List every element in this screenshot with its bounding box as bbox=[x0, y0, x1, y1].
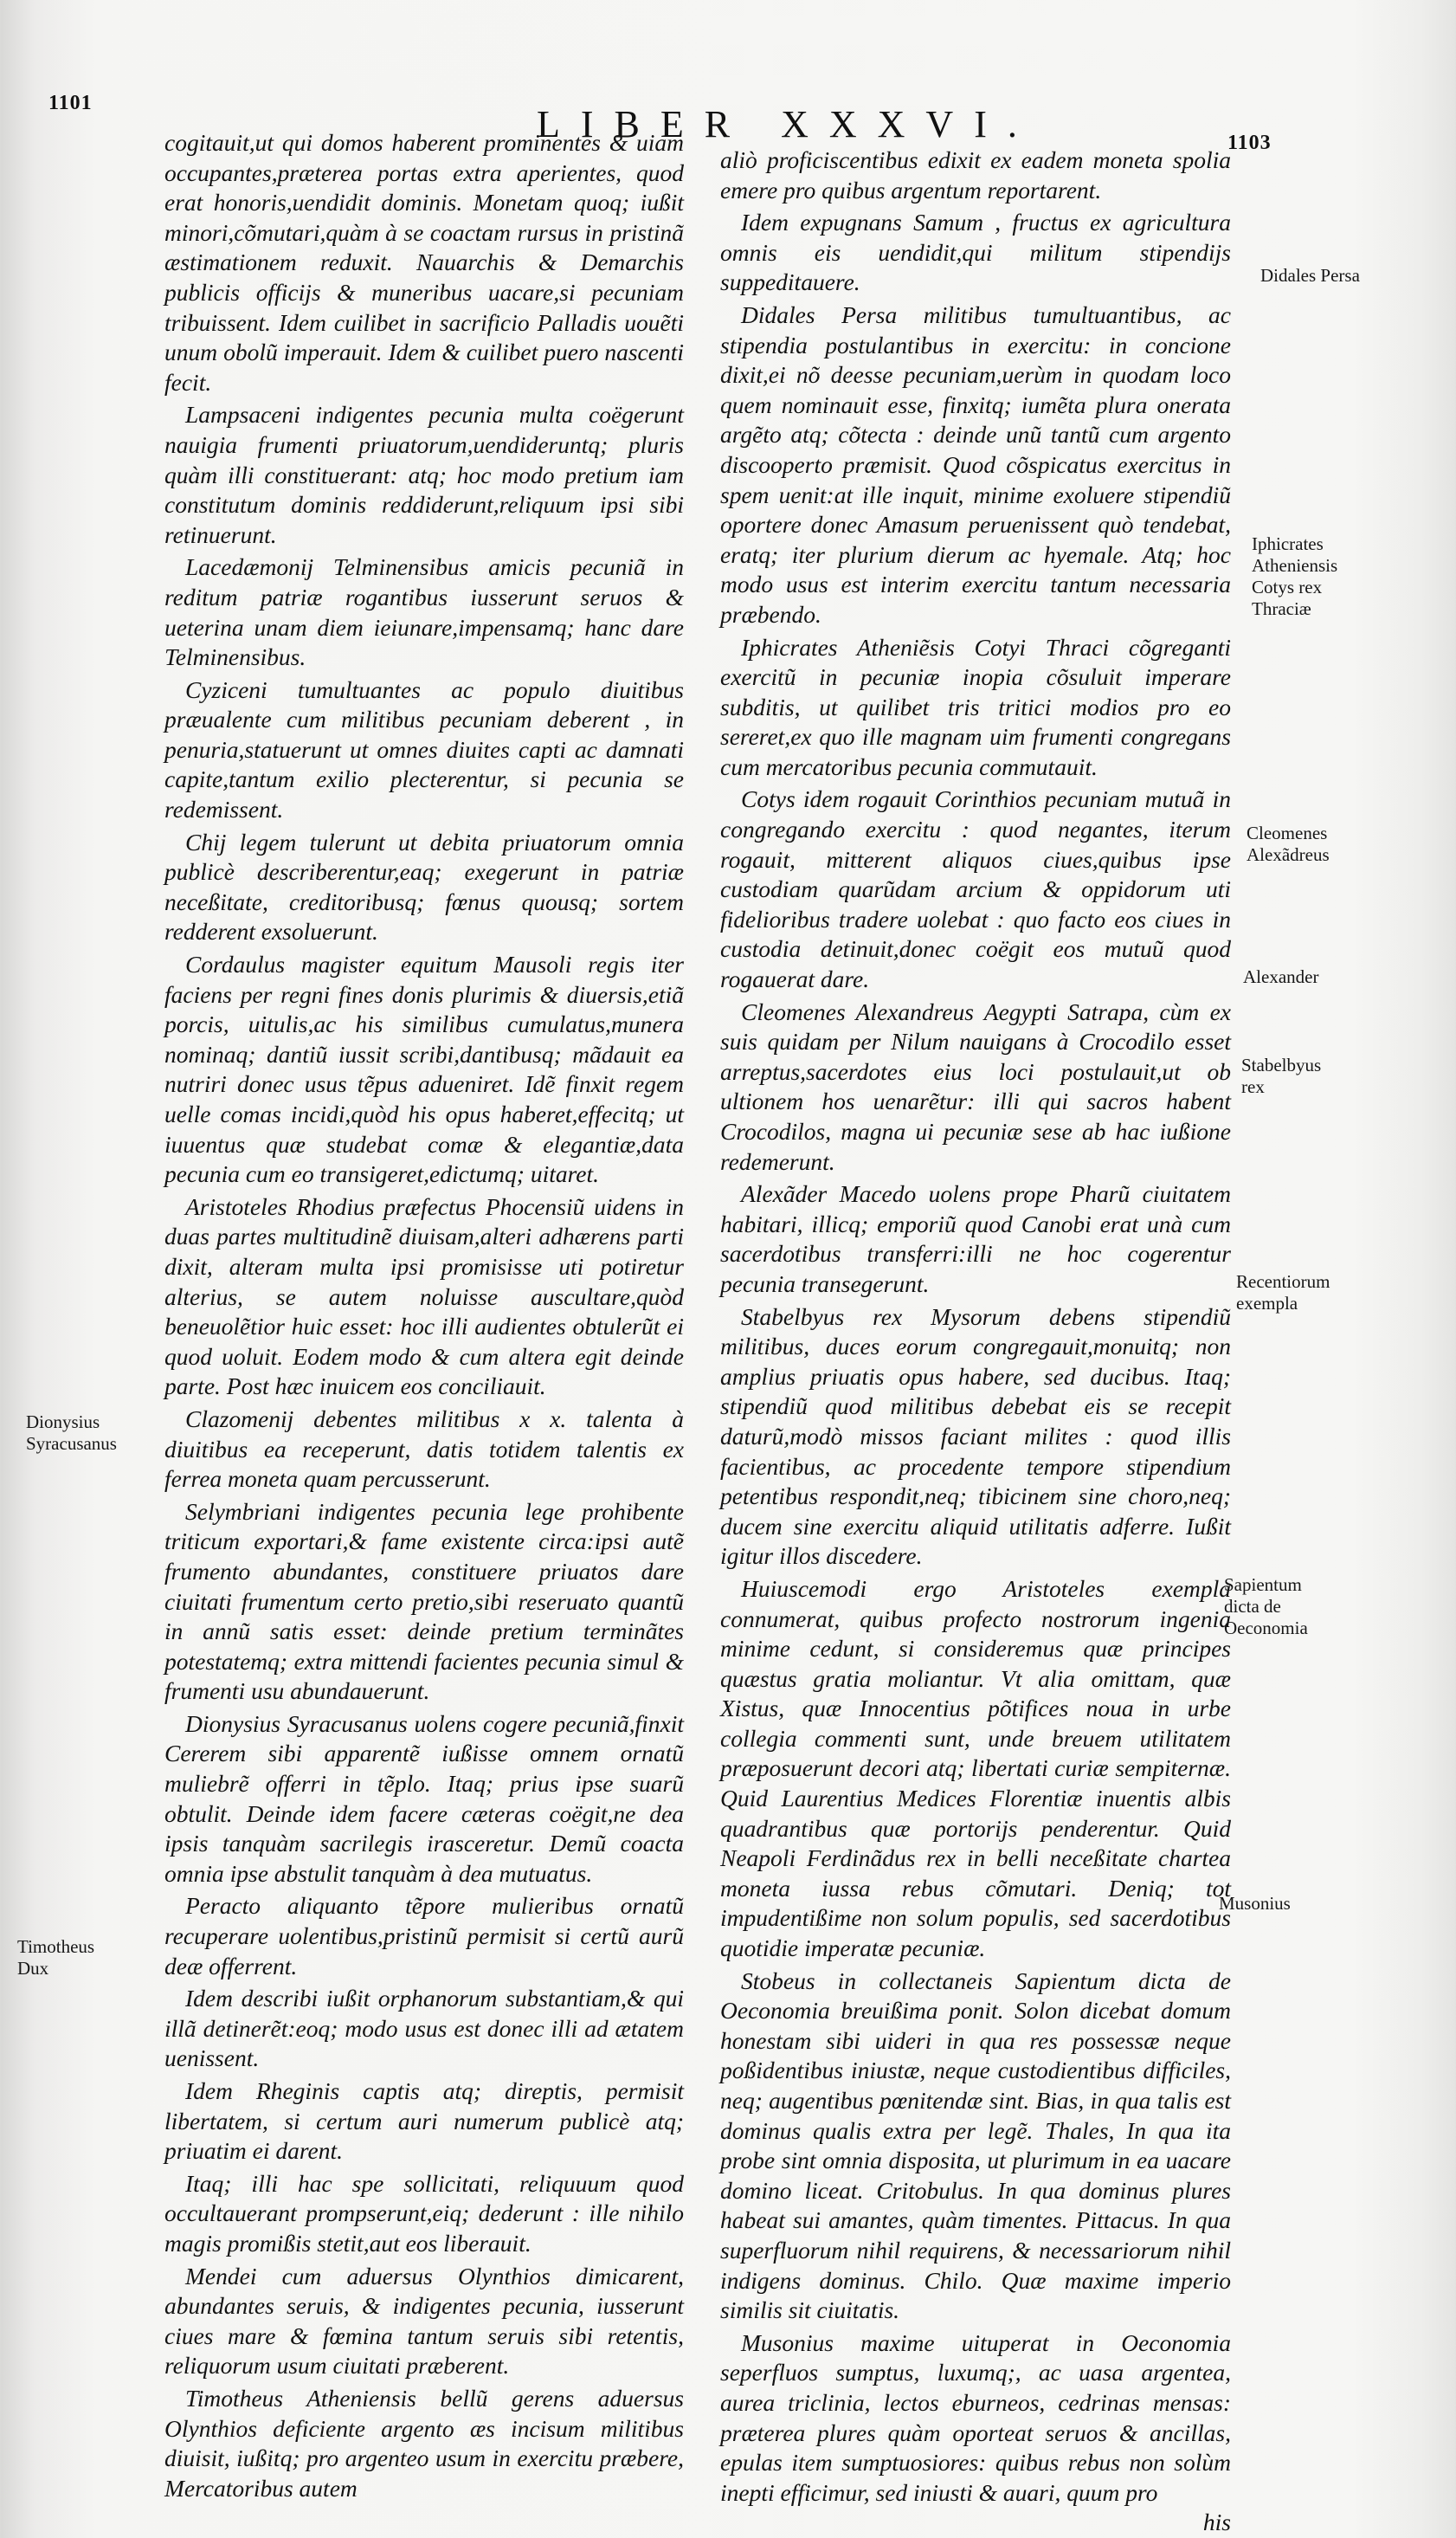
paragraph: Alexãder Macedo uolens prope Pharũ ciuitatem habitari, illicq; emporiũ quod Canobi erat unà cum sacerdotibus transferri:illi ne hoc cogerentur pecunia transegerunt. bbox=[720, 1180, 1231, 1297]
margin-note-recentiorum: Recentiorum exempla bbox=[1236, 1271, 1330, 1314]
margin-note-cleomenes: Cleomenes Alexãdreus bbox=[1247, 823, 1330, 865]
margin-note-sapientum: Sapientum dicta de Oeconomia bbox=[1224, 1574, 1308, 1638]
paragraph: Cordaulus magister equitum Mausoli regis iter faciens per regni fines donis plurimis & diuersis,etiã porcis, uitulis,ac his similibus cumulatus,munera nominaq; dantiũ iussit scribi,dantibusq; mãdauit ea nutriri donec usus tẽpus adueniret. Idẽ finxit regem uelle comas incidi,quòd his opus haberet,effecitq; ut iuuentus quæ studebat comæ & elegantiæ,data pecunia cum eo transigeret,edictumq; uitaret. bbox=[164, 951, 684, 1188]
paragraph: Chij legem tulerunt ut debita priuatorum omnia publicè describerentur,eaq; exegerunt in patriæ neceßitate, creditoribusq; fœnus quousq; sortem redderent exsoluerunt. bbox=[164, 828, 684, 946]
running-head: LIBER XXXVI. bbox=[537, 103, 1038, 145]
paragraph: Idem Rheginis captis atq; direptis, permisit libertatem, si certum auri numerum publicè atq; priuatim ei darent. bbox=[164, 2077, 684, 2165]
margin-note-stabelbyus: Stabelbyus rex bbox=[1241, 1055, 1322, 1097]
paragraph: Lampsaceni indigentes pecunia multa coëgerunt nauigia frumenti priuatorum,uendideruntq; pluris quàm illi constituerant: atq; hoc modo pretium iam constitutum dominis reddiderunt,reliquum ipsi sibi retinuerunt. bbox=[164, 401, 684, 548]
paragraph: Idem describi iußit orphanorum substantiam,& qui illã detinerẽt:eoq; modo usus est donec illi ad ætatem uenissent. bbox=[164, 1985, 684, 2072]
paragraph: Idem expugnans Samum , fructus ex agricultura omnis eis uendidit,qui militum stipendijs suppeditauere. bbox=[720, 209, 1231, 296]
paragraph: aliò proficiscentibus edixit ex eadem moneta spolia emere pro quibus argentum reportarent. bbox=[720, 146, 1231, 203]
paragraph: Cyziceni tumultuantes ac populo diuitibus præualente cum militibus pecuniam deberent , in penuria,statuerunt ut omnes diuites capti ac damnati capite,tantum exilio plecterentur, si pecunia se redemissent. bbox=[164, 675, 684, 823]
paragraph: Mendei cum aduersus Olynthios dimicarent, abundantes seruis, & indigentes pecunia, iusserunt ciues mare & fœmina tantum seruis sibi retentis, reliquorum usum ciuitati præberent. bbox=[164, 2262, 684, 2380]
margin-note-alexander: Alexander bbox=[1243, 966, 1319, 987]
margin-note-timotheus: Timotheus Dux bbox=[17, 1936, 95, 1979]
paragraph: Timotheus Atheniensis bellũ gerens aduersus Olynthios deficiente argento æs incisum militibus diuisit, iußitq; pro argenteo usum in exercitu præbere, Mercatoribus autem bbox=[164, 2384, 684, 2502]
right-text-column bbox=[720, 145, 1231, 2538]
paragraph: Itaq; illi hac spe sollicitati, reliquuum quod occultauerant prompserunt,eiq; dederunt : ille nihilo magis promißis stetit,aut eos liberauit. bbox=[164, 2169, 684, 2257]
paragraph: Peracto aliquanto tẽpore mulieribus ornatũ recuperare uolentibus,pristinũ permisit si certũ aurũ deæ offerrent. bbox=[164, 1892, 684, 1979]
paragraph: Clazomenij debentes militibus x x. talenta à diuitibus ea receperunt, datis totidem talentis ex ferrea moneta quam percusserunt. bbox=[164, 1405, 684, 1493]
paragraph: Dionysius Syracusanus uolens cogere pecuniã,finxit Cererem sibi apparentẽ iußisse omnem ornatũ muliebrẽ offerri in tẽplo. Itaq; prius ipse suarũ obtulit. Deinde idem facere cæteras coëgit,ne dea ipsis tanquàm sacrilegis irasceretur. Demũ coacta omnia ipse abstulit tanquàm à dea mutuatus. bbox=[164, 1709, 684, 1887]
catchword: his bbox=[1202, 2509, 1231, 2536]
paragraph: Lacedæmonij Telminensibus amicis pecuniã in reditum patriæ rogantibus iusserunt seruos & ueterina unam diem ieiunare,impensamq; hanc dare Telminensibus. bbox=[164, 553, 684, 671]
paragraph: Cotys idem rogauit Corinthios pecuniam mutuã in congregando exercitu : quod negantes, iterum rogauit, mitterent aliquos ciues,quibus ipse custodiam quarũdam arcium & oppidorum uti fidelioribus tradere uolebat : quo facto eos ciues in custodia detinuit,donec coëgit eos mutuũ quod rogauerat dare. bbox=[720, 785, 1231, 993]
paragraph: Stobeus in collectaneis Sapientum dicta de Oeconomia breuißima ponit. Solon dicebat domum honestam sibi uideri in qua res possessæ neque poßidentibus iniustæ, neque custodientibus difficiles, neq; augentibus pœnitendæ sint. Bias, in qua talis est dominus qualis extra per legẽ. Thales, In qua ita probe sint omnia disposita, ut plurimum in ea uacare domino liceat. Critobulus. In qua dominus plures habeat sui amantes, quàm timentes. Pittacus. In qua superfluorum nihil requirens, & necessariorum nihil indigens dominus. Chilo. Quæ maxime imperio similis sit ciuitatis. bbox=[720, 1966, 1231, 2324]
folio-number-right: 1103 bbox=[1227, 132, 1272, 154]
paragraph: Selymbriani indigentes pecunia lege prohibente triticum exportari,& fame existente circa:ipsi autẽ frumento abundantes, constituere priuatos dare ciuitati frumentum certo pretio,sibi reseruato quantũ in annũ satis esset: deinde pretium terminãtes potestatemq; extra mittendi facientes pecunia simul & frumenti usu abundauerunt. bbox=[164, 1497, 684, 1705]
paragraph: Stabelbyus rex Mysorum debens stipendiũ militibus, duces eorum congregauit,monuitq; non amplius priuatis opus habere, sed ducibus. Itaq; stipendiũ quod militibus debebat eis se recepit daturũ,modò missos faciant milites : quod illis facientibus, ac procedente tempore stipendium petentibus respondit,neq; tibicinem sine choro,neq; ducem sine exercitu aliquid utilitatis adferre. Iußit igitur illos discedere. bbox=[720, 1302, 1231, 1570]
paragraph: Didales Persa militibus tumultuantibus, ac stipendia postulantibus in exercitu: in concione dixit,ei nõ deesse pecuniam,uerùm in quodam loco quem nominauit esse, finxitq; iumẽta plura onerata argẽto atq; cõtecta : deinde unũ tantũ cum argento discooperto præmisit. Quod cõspicatus exercitus in spem uenit:at ille inquit, minime exoluere stipendiũ oportere donec Amasum peruenissent quò tendebat, eratq; iter plurium dierum ac hyemale. Atq; hoc modo usus est interim exercitu tantum necessaria præbendo. bbox=[720, 300, 1231, 628]
margin-note-dionysius: Dionysius Syracusanus bbox=[26, 1411, 117, 1454]
paragraph: cogitauit,ut qui domos haberent prominentes & uiam occupantes,præterea portas extra aperientes, quod erat honoris,uendidit dominis. Monetam quoq; iußit minori,cõmutari,quàm à se coactam rursus in pristinã æstimationem reduxit. Nauarchis & Demarchis publicis officijs & muneribus uacare,si pecuniam tribuissent. Idem cuilibet in sacrificio Palladis uouẽti unum obolũ imperauit. Idem & cuilibet puero nascenti fecit. bbox=[164, 129, 684, 396]
paragraph: Cleomenes Alexandreus Aegypti Satrapa, cùm ex suis quidam per Nilum nauigans à Crocodilo esset arreptus,sacerdotes eius loci postulauit,ut ob ultionem hos uenarẽtur: illi qui sacros habent Crocodilos, magna ui pecuniæ sese ab hac iußione redemerunt. bbox=[720, 998, 1231, 1175]
paragraph: Musonius maxime uituperat in Oeconomia seperfluos sumptus, luxumq;, ac uasa argentea, aurea triclinia, lectos eburneos, cedrinas mensas: præterea plures quàm oporteat seruos & ancillas, epulas item sumptuosiores: quibus rebus non solùm inepti efficimur, sed iniusti & auari, quum pro bbox=[720, 2328, 1231, 2506]
margin-note-iphicrates: Iphicrates Atheniensis Cotys rex Thraciæ bbox=[1252, 533, 1338, 619]
folio-number-left: 1101 bbox=[48, 92, 93, 114]
margin-note-musonius: Musonius bbox=[1219, 1893, 1291, 1914]
paragraph: Aristoteles Rhodius præfectus Phocensiũ uidens in duas partes multitudinẽ diuisam,alteri adhærens parti dixit, alteram multa ipsi promisisse uti potiretur alterius, se autem noluisse auscultare,quòd beneuolẽtior huic esset: hoc illi audientes obtulerũt ei quod uoluit. Eodem modo & cum altera egit deinde parte. Post hæc inuicem eos conciliauit. bbox=[164, 1192, 684, 1400]
paragraph: Iphicrates Atheniẽsis Cotyi Thraci cõgreganti exercitũ in pecuniæ inopia cõsuluit imperare subditis, ut quilibet tris tritici modios pro eo sereret,ex quo ille magnam uim frumenti congregans cum mercatoribus pecunia commutauit. bbox=[720, 633, 1231, 780]
paragraph: Huiuscemodi ergo Aristoteles exempla connumerat, quibus profecto nostrorum ingenia minime cedunt, si consideremus quæ principes quæstus gratia moliantur. Vt alia omittam, quæ Xistus, quæ Innocentius põtifices noua in urbe collegia commenti sunt, unde breuem utilitatem præposuerunt decori atq; libertati curiæ sempiternæ. Quid Laurentius Medices Florentiæ inuentis albis quadrantibus quæ portorijs penderentur. Quid Neapoli Ferdinãdus rex in belli neceßitate chartea moneta iussa rebus cõmutari. Deniq; tot impudentißime non solum populis, sed sacerdotibus quotidie imperatæ pecuniæ. bbox=[720, 1574, 1231, 1962]
left-text-column bbox=[164, 128, 684, 2503]
margin-note-didales: Didales Persa bbox=[1260, 265, 1360, 286]
